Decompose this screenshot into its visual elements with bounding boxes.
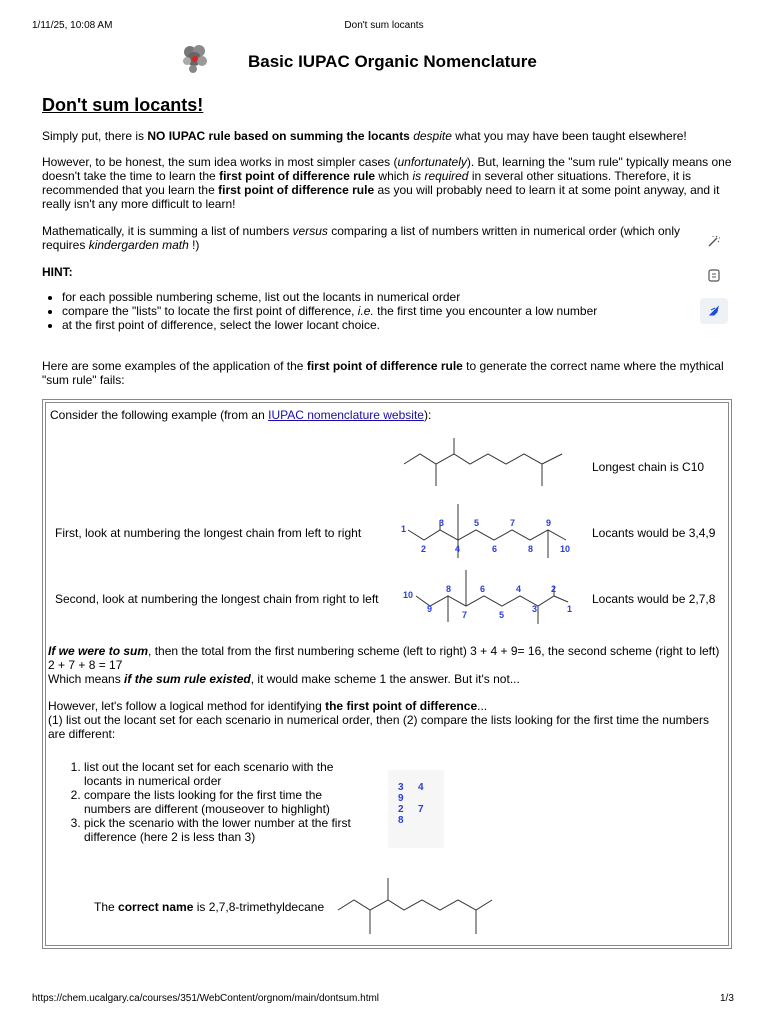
magic-wand-icon[interactable] xyxy=(700,228,728,254)
locant-number: 5 xyxy=(474,518,480,528)
intro-paragraph-3: Mathematically, it is summing a list of numbers versus comparing a list of numbers written in numerical order (which only requires kindergarden math !) xyxy=(42,224,681,252)
intro-paragraph-1: Simply put, there is NO IUPAC rule based on summing the locants despite what you may have been taught elsewhere! xyxy=(42,129,687,143)
step-item: 3. pick the scenario with the lower number at the first difference (here 2 is less than 3) xyxy=(84,816,364,844)
site-title: Basic IUPAC Organic Nomenclature xyxy=(248,52,537,71)
locant-value[interactable]: 9 xyxy=(398,793,404,804)
locant-number: 4 xyxy=(516,584,522,594)
sum-paragraph: If we were to sum, then the total from the first numbering scheme (left to right) 3 + 4 + 9= 16, the second scheme (right to left) 2 + 7 + 8 = 17 Which means if the sum rule existed, it would make scheme 1 the answer. But it's not... xyxy=(48,644,720,686)
clipboard-icon[interactable] xyxy=(700,262,728,288)
locant-value[interactable]: 3 xyxy=(398,782,404,793)
second-look-text: Second, look at numbering the longest chain from right to left xyxy=(55,592,379,606)
locant-value[interactable]: 2 xyxy=(398,804,404,815)
locant-number: 3 xyxy=(532,604,538,614)
locant-number: 8 xyxy=(446,584,452,594)
print-datetime: 1/11/25, 10:08 AM xyxy=(32,20,113,31)
examples-intro: Here are some examples of the application of the first point of difference rule to generate the correct name where the mythical "sum rule" fails: xyxy=(42,359,724,387)
skeletal-structure-chain xyxy=(400,436,570,496)
hint-list xyxy=(42,290,597,332)
hint-label: HINT: xyxy=(42,265,73,279)
locants-scheme-2: Locants would be 2,7,8 xyxy=(592,592,716,606)
intro-paragraph-2: However, to be honest, the sum idea works in most simpler cases (unfortunately). But, learning the "sum rule" typically means one doesn't take the time to learn the first point of difference rule which is required in several other situations. Therefore, it is recommended that you learn the first point of difference rule as you will probably need to learn it at some point anyway, and it really isn't any more difficult to learn! xyxy=(42,155,732,211)
locant-number: 1 xyxy=(567,604,573,614)
locant-number: 6 xyxy=(480,584,486,594)
steps-list xyxy=(58,760,364,844)
first-look-text: First, look at numbering the longest chain from left to right xyxy=(55,526,362,540)
locant-value[interactable]: 7 xyxy=(418,804,424,815)
locants-scheme-1: Locants would be 3,4,9 xyxy=(592,526,716,540)
locant-number: 10 xyxy=(560,544,571,554)
numbered-chain-right-to-left xyxy=(398,568,578,630)
locant-number: 7 xyxy=(462,610,468,620)
locant-number: 2 xyxy=(421,544,427,554)
rocket-icon[interactable] xyxy=(700,298,728,324)
hint-item: • at the first point of difference, select the lower locant choice. xyxy=(62,318,597,332)
print-footer-url: https://chem.ucalgary.ca/courses/351/WebContent/orgnom/main/dontsum.html xyxy=(32,993,380,1004)
locant-number: 3 xyxy=(439,518,445,528)
locant-number: 10 xyxy=(403,590,414,600)
locant-number: 2 xyxy=(551,584,557,594)
locant-number: 4 xyxy=(455,544,461,554)
print-tab-title: Don't sum locants xyxy=(344,20,424,31)
locant-number: 9 xyxy=(427,604,433,614)
correct-name: The correct name is 2,7,8-trimethyldecane xyxy=(94,900,325,914)
locant-value[interactable]: 4 xyxy=(418,782,424,793)
locant-number: 5 xyxy=(499,610,505,620)
skeletal-structure-answer xyxy=(334,876,498,938)
locant-number: 7 xyxy=(510,518,516,528)
locant-number: 8 xyxy=(528,544,534,554)
hint-item: • for each possible numbering scheme, list out the locants in numerical order xyxy=(62,290,597,304)
numbered-chain-left-to-right xyxy=(398,502,578,564)
print-page-number: 1/3 xyxy=(720,993,734,1004)
locant-number: 6 xyxy=(492,544,498,554)
locant-number: 9 xyxy=(546,518,552,528)
molecule-logo-icon xyxy=(178,42,214,78)
iupac-website-link[interactable]: IUPAC nomenclature website xyxy=(268,408,424,422)
page-heading: Don't sum locants! xyxy=(42,95,204,115)
step-item[interactable]: 2. compare the lists looking for the first time the numbers are different (mouseover to highlight) xyxy=(84,788,364,816)
locant-set-comparison[interactable] xyxy=(388,770,444,848)
locant-number: 1 xyxy=(401,524,407,534)
locant-value[interactable]: 8 xyxy=(398,815,404,826)
however-paragraph: However, let's follow a logical method for identifying the first point of difference... (1) list out the locant set for each scenario in numerical order, then (2) compare the lists looking for the first time the numbers are different: xyxy=(48,699,709,741)
hint-item: • compare the "lists" to locate the first point of difference, i.e. the first time you encounter a low number xyxy=(62,304,597,318)
step-item: 1. list out the locant set for each scenario with the locants in numerical order xyxy=(84,760,364,788)
consider-text: Consider the following example (from an IUPAC nomenclature website): xyxy=(50,408,432,422)
longest-chain-label: Longest chain is C10 xyxy=(592,460,705,474)
